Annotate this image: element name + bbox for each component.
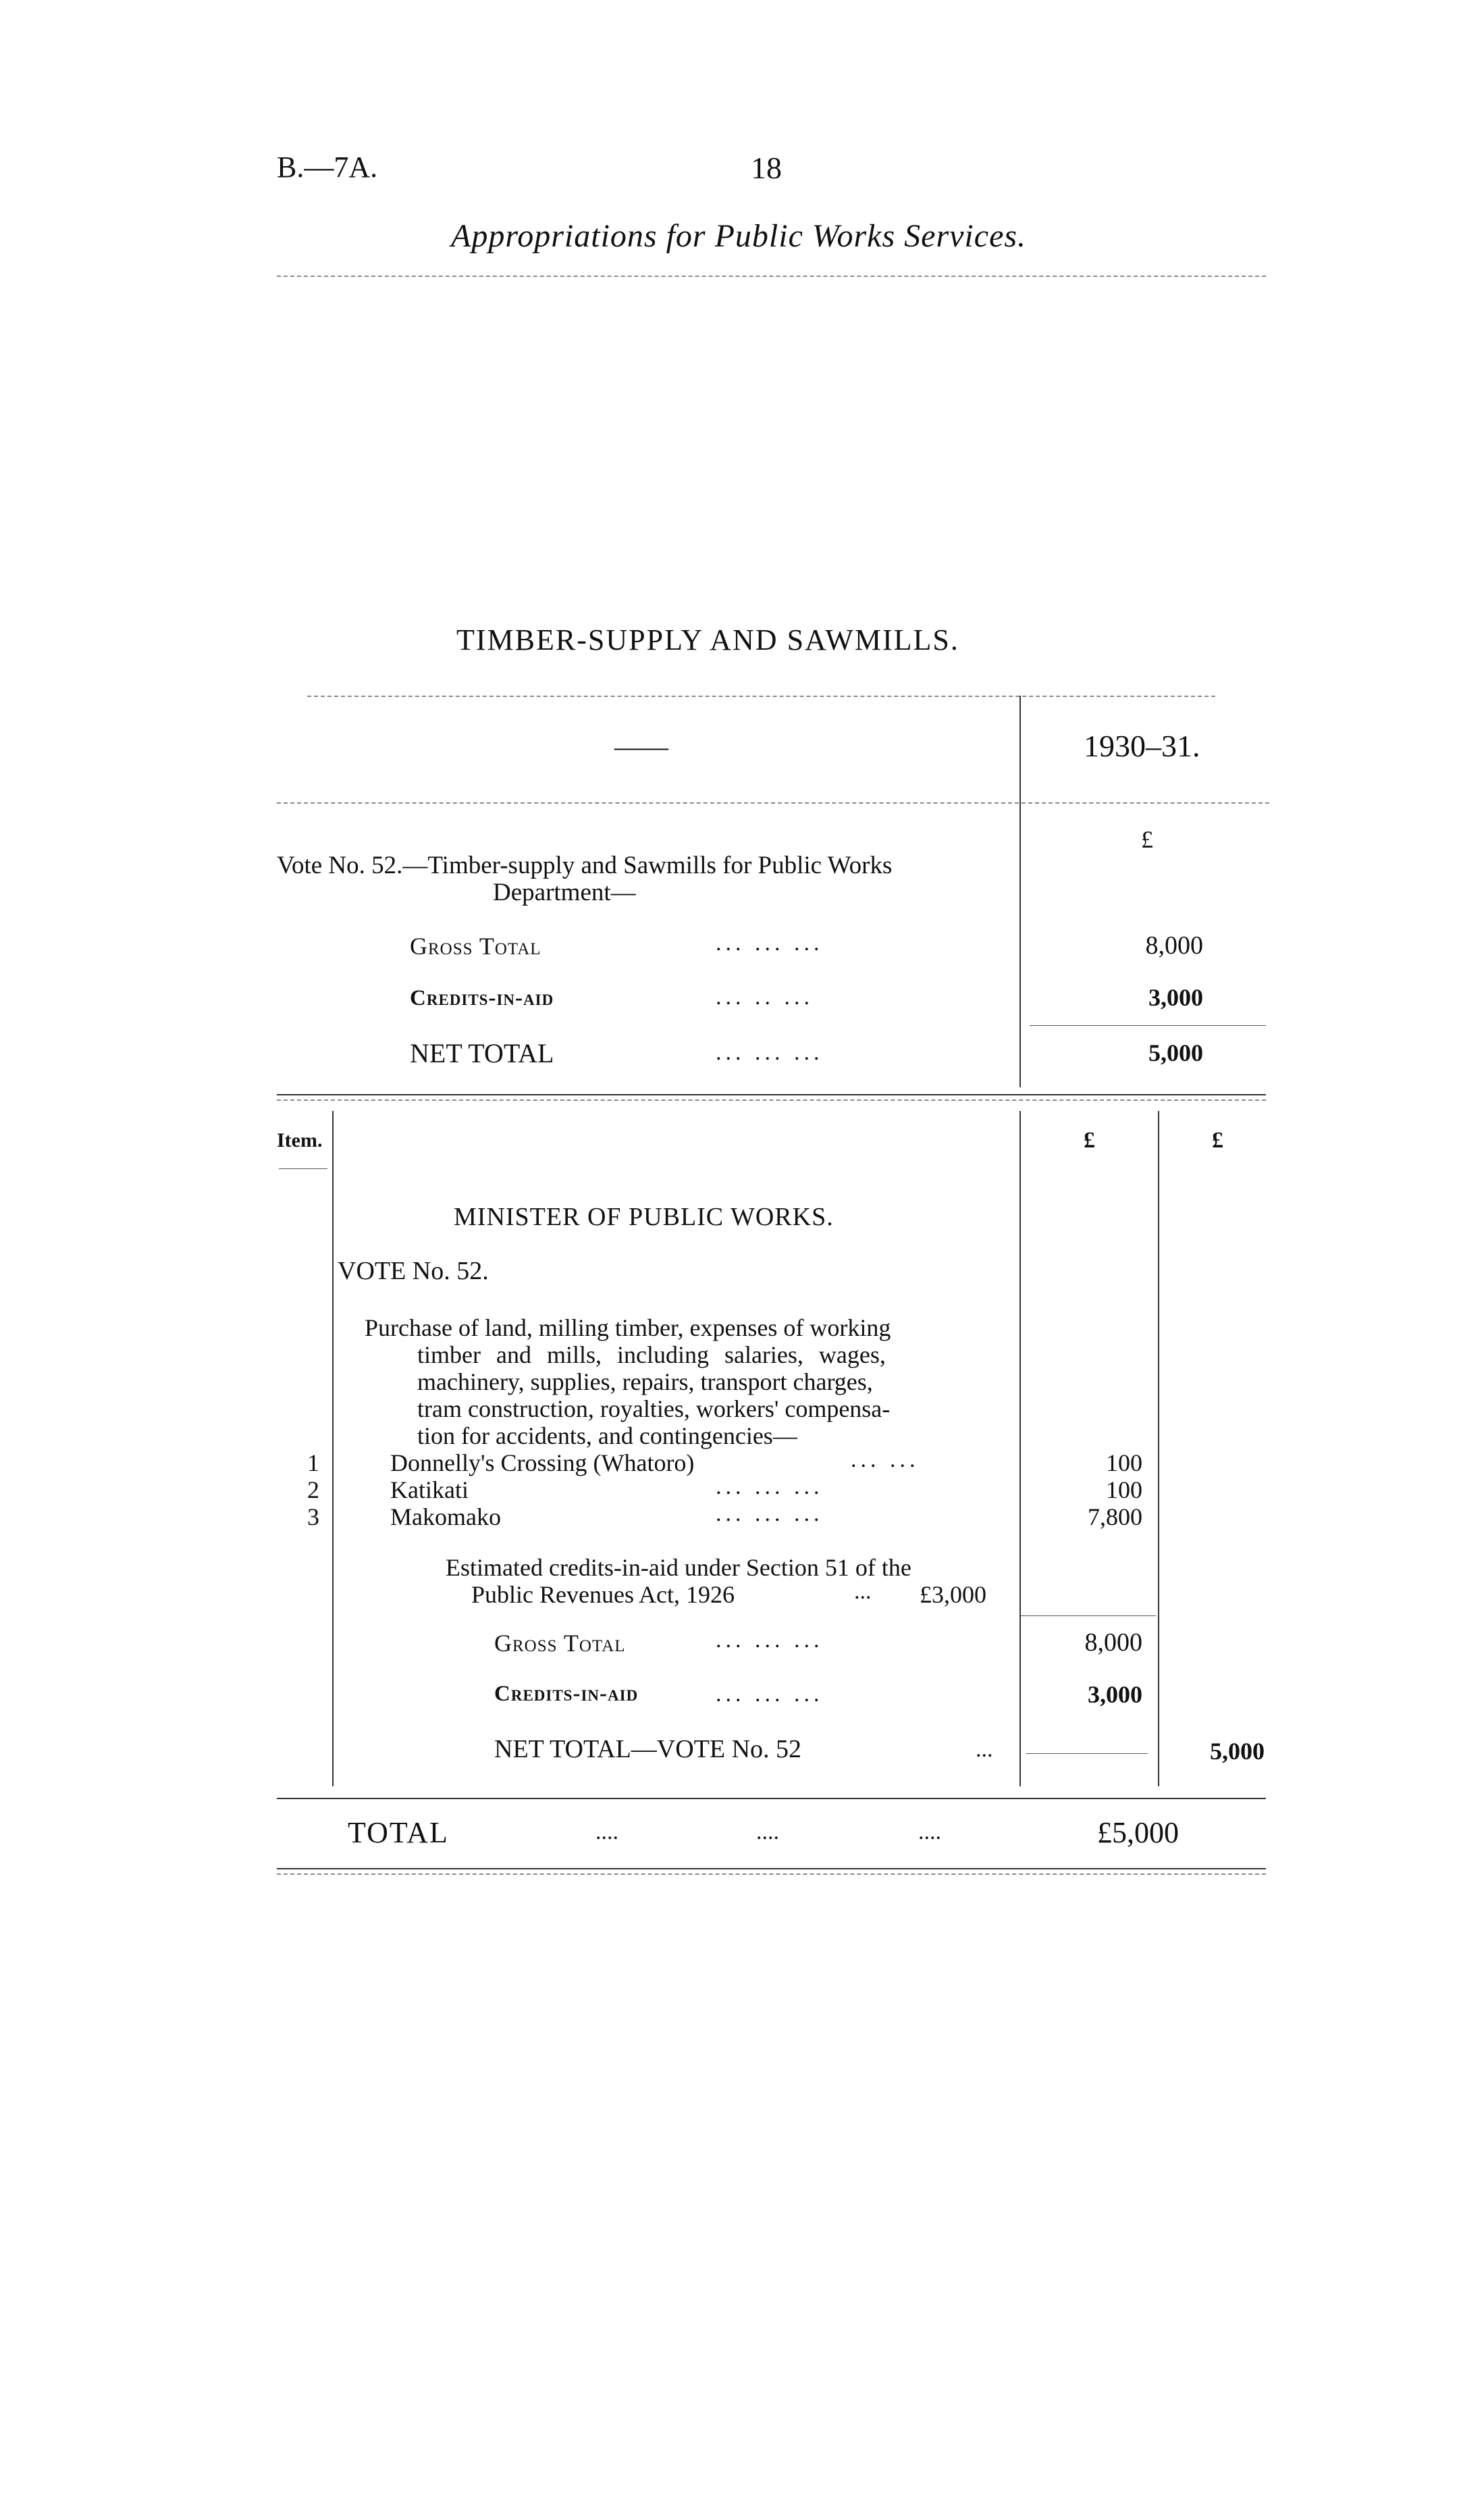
page-subtitle: Appropriations for Public Works Services. bbox=[451, 218, 1027, 254]
grand-total-dots-1: .... bbox=[595, 1819, 618, 1844]
summary-left-header: —— bbox=[614, 731, 668, 762]
grand-total-dots-2: .... bbox=[756, 1819, 779, 1844]
amount-column-divider-1 bbox=[1019, 1111, 1021, 1786]
header-rule bbox=[277, 276, 1266, 277]
summary-net-dots: ... ... ... bbox=[716, 1040, 824, 1065]
item-column-divider bbox=[332, 1111, 334, 1786]
summary-currency: £ bbox=[1141, 826, 1153, 853]
purpose-line-4: tram construction, royalties, workers' compensa- bbox=[417, 1395, 891, 1422]
summary-net-label: NET TOTAL bbox=[410, 1038, 554, 1068]
item-number: 2 bbox=[307, 1476, 319, 1503]
summary-top-rule bbox=[307, 696, 1215, 697]
page-number: 18 bbox=[751, 151, 782, 185]
item-number: 3 bbox=[307, 1503, 319, 1530]
total-bottom-rule bbox=[277, 1868, 1266, 1869]
summary-bottom-rule bbox=[277, 1094, 1266, 1095]
detail-credits-label: Credits-in-aid bbox=[494, 1682, 639, 1706]
summary-credits-dots: ... .. ... bbox=[716, 985, 814, 1010]
detail-credits-value: 3,000 bbox=[1088, 1681, 1142, 1708]
purpose-line-5: tion for accidents, and contingencies— bbox=[417, 1422, 797, 1449]
summary-credits-value: 3,000 bbox=[1148, 984, 1203, 1011]
document-reference: B.—7A. bbox=[277, 151, 378, 184]
purpose-line-3: machinery, supplies, repairs, transport charges, bbox=[417, 1368, 873, 1395]
item-name: Katikati bbox=[390, 1476, 469, 1503]
detail-net-label: NET TOTAL—VOTE No. 52 bbox=[494, 1735, 802, 1763]
summary-vote-line-2: Department— bbox=[493, 879, 636, 906]
summary-subtotal-rule bbox=[1030, 1025, 1266, 1026]
credits-note-line-1: Estimated credits-in-aid under Section 51 of the bbox=[446, 1554, 911, 1581]
credits-note-amount: £3,000 bbox=[920, 1581, 986, 1608]
item-header: Item. bbox=[277, 1129, 323, 1151]
total-top-rule bbox=[277, 1798, 1266, 1799]
minister-heading: MINISTER OF PUBLIC WORKS. bbox=[454, 1203, 834, 1231]
item-value: 100 bbox=[1106, 1476, 1142, 1503]
purpose-line-2: timber and mills, including salaries, wages, bbox=[417, 1341, 886, 1368]
summary-gross-value: 8,000 bbox=[1145, 931, 1203, 960]
item-value: 100 bbox=[1106, 1449, 1142, 1476]
grand-total-dots-3: .... bbox=[918, 1819, 941, 1844]
summary-vote-line-1: Vote No. 52.—Timber-supply and Sawmills for Public Works bbox=[277, 852, 893, 879]
detail-gross-dots: ... ... ... bbox=[716, 1628, 824, 1653]
detail-gross-label: Gross Total bbox=[494, 1630, 626, 1657]
summary-column-divider bbox=[1019, 696, 1021, 1087]
grand-total-value: £5,000 bbox=[1097, 1816, 1179, 1849]
item-value: 7,800 bbox=[1088, 1503, 1142, 1530]
summary-gross-label: Gross Total bbox=[410, 933, 541, 960]
item-dots: ... ... bbox=[851, 1447, 920, 1472]
purpose-line-1: Purchase of land, milling timber, expenses of working bbox=[365, 1314, 891, 1341]
item-name: Makomako bbox=[390, 1503, 501, 1530]
detail-subtotal-rule bbox=[1021, 1615, 1156, 1616]
section-title: TIMBER-SUPPLY AND SAWMILLS. bbox=[456, 623, 959, 656]
detail-net-value: 5,000 bbox=[1210, 1738, 1265, 1765]
summary-credits-label: Credits-in-aid bbox=[410, 986, 554, 1010]
detail-net-dots: ... bbox=[976, 1737, 993, 1762]
summary-header-rule bbox=[277, 802, 1269, 804]
item-dots: ... ... ... bbox=[716, 1501, 824, 1526]
item-header-underline bbox=[279, 1168, 327, 1169]
total-bottom-rule-2 bbox=[277, 1873, 1266, 1875]
credits-note-line-2: Public Revenues Act, 1926 bbox=[471, 1581, 735, 1608]
vote-heading: VOTE No. 52. bbox=[338, 1257, 489, 1285]
grand-total-label: TOTAL bbox=[348, 1816, 449, 1849]
item-dots: ... ... ... bbox=[716, 1474, 824, 1499]
amount-column-divider-2 bbox=[1158, 1111, 1159, 1786]
summary-bottom-rule-2 bbox=[277, 1099, 1266, 1101]
detail-currency-2: £ bbox=[1212, 1128, 1223, 1153]
detail-credits-dots: ... ... ... bbox=[716, 1682, 824, 1707]
item-number: 1 bbox=[307, 1449, 319, 1476]
detail-net-rule bbox=[1026, 1753, 1148, 1754]
item-name: Donnelly's Crossing (Whatoro) bbox=[390, 1449, 695, 1476]
summary-year-header: 1930–31. bbox=[1084, 729, 1200, 763]
credits-note-dots: ... bbox=[854, 1579, 872, 1604]
summary-gross-dots: ... ... ... bbox=[716, 931, 824, 956]
summary-net-value: 5,000 bbox=[1148, 1039, 1203, 1066]
detail-currency-1: £ bbox=[1084, 1128, 1095, 1153]
detail-gross-value: 8,000 bbox=[1084, 1628, 1142, 1657]
